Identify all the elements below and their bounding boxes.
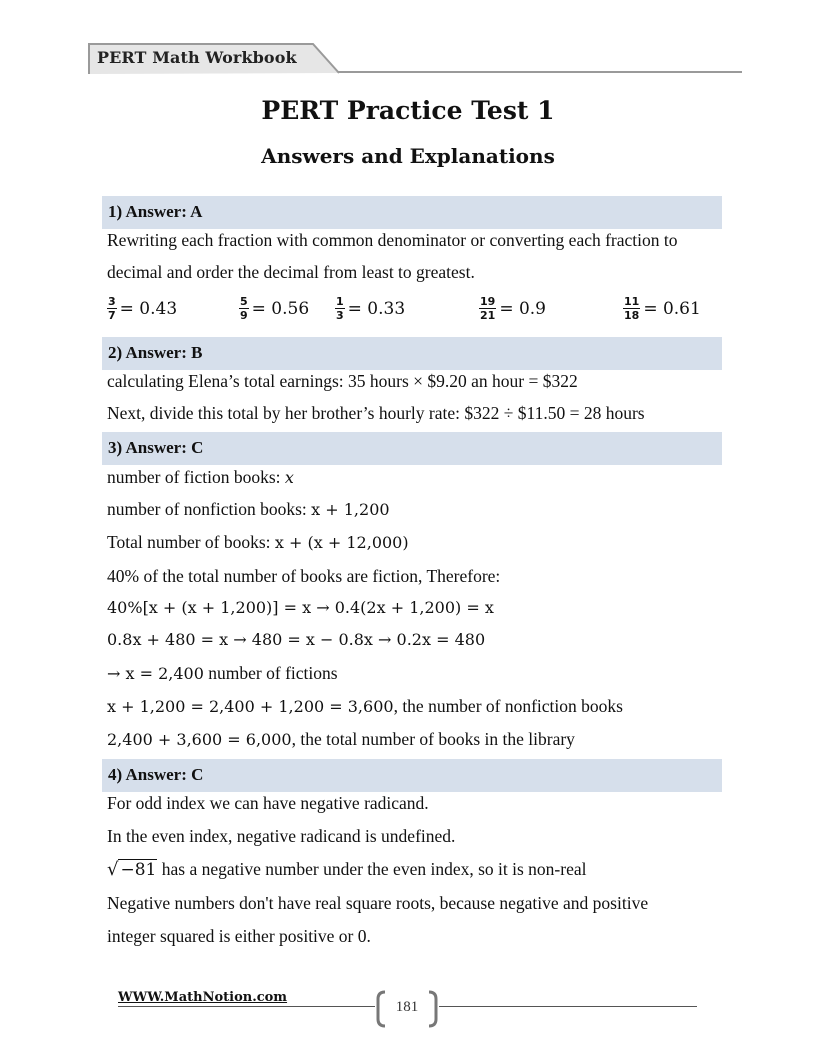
page-title: PERT Practice Test 1	[261, 96, 555, 125]
book-title: PERT Math Workbook	[97, 48, 297, 67]
q4-line-4: Negative numbers don't have real square roots, because negative and positive	[107, 893, 649, 913]
answer-bar-3	[102, 432, 722, 465]
answer-bar-1	[102, 196, 722, 229]
q2-line-2: Next, divide this total by her brother’s hourly rate: $322 ÷ $11.50 = 28 hours	[107, 403, 645, 423]
fraction-item: $\frac{5}{9}$ = 0.56	[240, 295, 310, 322]
footer-rule-left	[118, 1006, 375, 1007]
answer-label: 3) Answer: C	[108, 438, 204, 457]
q3-line-1: number of fiction books: x	[107, 467, 294, 487]
q1-line-2: decimal and order the decimal from least to greatest.	[107, 262, 475, 282]
page-number: 181	[395, 999, 419, 1015]
sqrt-symbol: √ −81	[107, 859, 157, 880]
q4-line-1: For odd index we can have negative radicand.	[107, 793, 429, 813]
answer-bar-4	[102, 759, 722, 792]
fraction-item: $\frac{19}{21}$ = 0.9	[480, 295, 546, 322]
q3-equation-1: 40%[x + (x + 1,200)] = x → 0.4(2x + 1,200) = x	[107, 598, 494, 617]
q4-line-2: In the even index, negative radicand is undefined.	[107, 826, 456, 846]
answer-label: 4) Answer: C	[108, 765, 204, 784]
q3-equation-2: 0.8x + 480 = x → 480 = x − 0.8x → 0.2x = 480	[107, 630, 486, 649]
fraction-row	[107, 295, 727, 331]
answer-label: 2) Answer: B	[108, 343, 203, 362]
q1-line-1: Rewriting each fraction with common denominator or converting each fraction to	[107, 230, 678, 250]
page-subtitle: Answers and Explanations	[261, 144, 555, 168]
q3-line-3: Total number of books: x + (x + 12,000)	[107, 532, 409, 552]
q3-line-4: 40% of the total number of books are fiction, Therefore:	[107, 566, 501, 586]
q4-line-5: integer squared is either positive or 0.	[107, 926, 371, 946]
q3-line-9: 2,400 + 3,600 = 6,000, the total number of books in the library	[107, 729, 575, 749]
q3-line-8: x + 1,200 = 2,400 + 1,200 = 3,600, the number of nonfiction books	[107, 696, 623, 716]
footer-website: WWW.MathNotion.com	[118, 990, 288, 1005]
footer-rule-right	[439, 1006, 697, 1007]
q2-line-1: calculating Elena’s total earnings: 35 hours × $9.20 an hour = $322	[107, 371, 578, 391]
fraction-item: $\frac{3}{7}$ = 0.43	[108, 295, 178, 322]
fraction-item: $\frac{1}{3}$ = 0.33	[336, 295, 406, 322]
q3-line-7: → x = 2,400 number of fictions	[107, 663, 338, 683]
fraction-item: $\frac{11}{18}$ = 0.61	[624, 295, 701, 322]
header-rule	[338, 71, 742, 73]
answer-bar-2	[102, 337, 722, 370]
q3-line-2: number of nonfiction books: x + 1,200	[107, 499, 390, 519]
q4-line-3: √ −81 has a negative number under the even index, so it is non-real	[107, 859, 587, 880]
answer-label: 1) Answer: A	[108, 202, 203, 221]
